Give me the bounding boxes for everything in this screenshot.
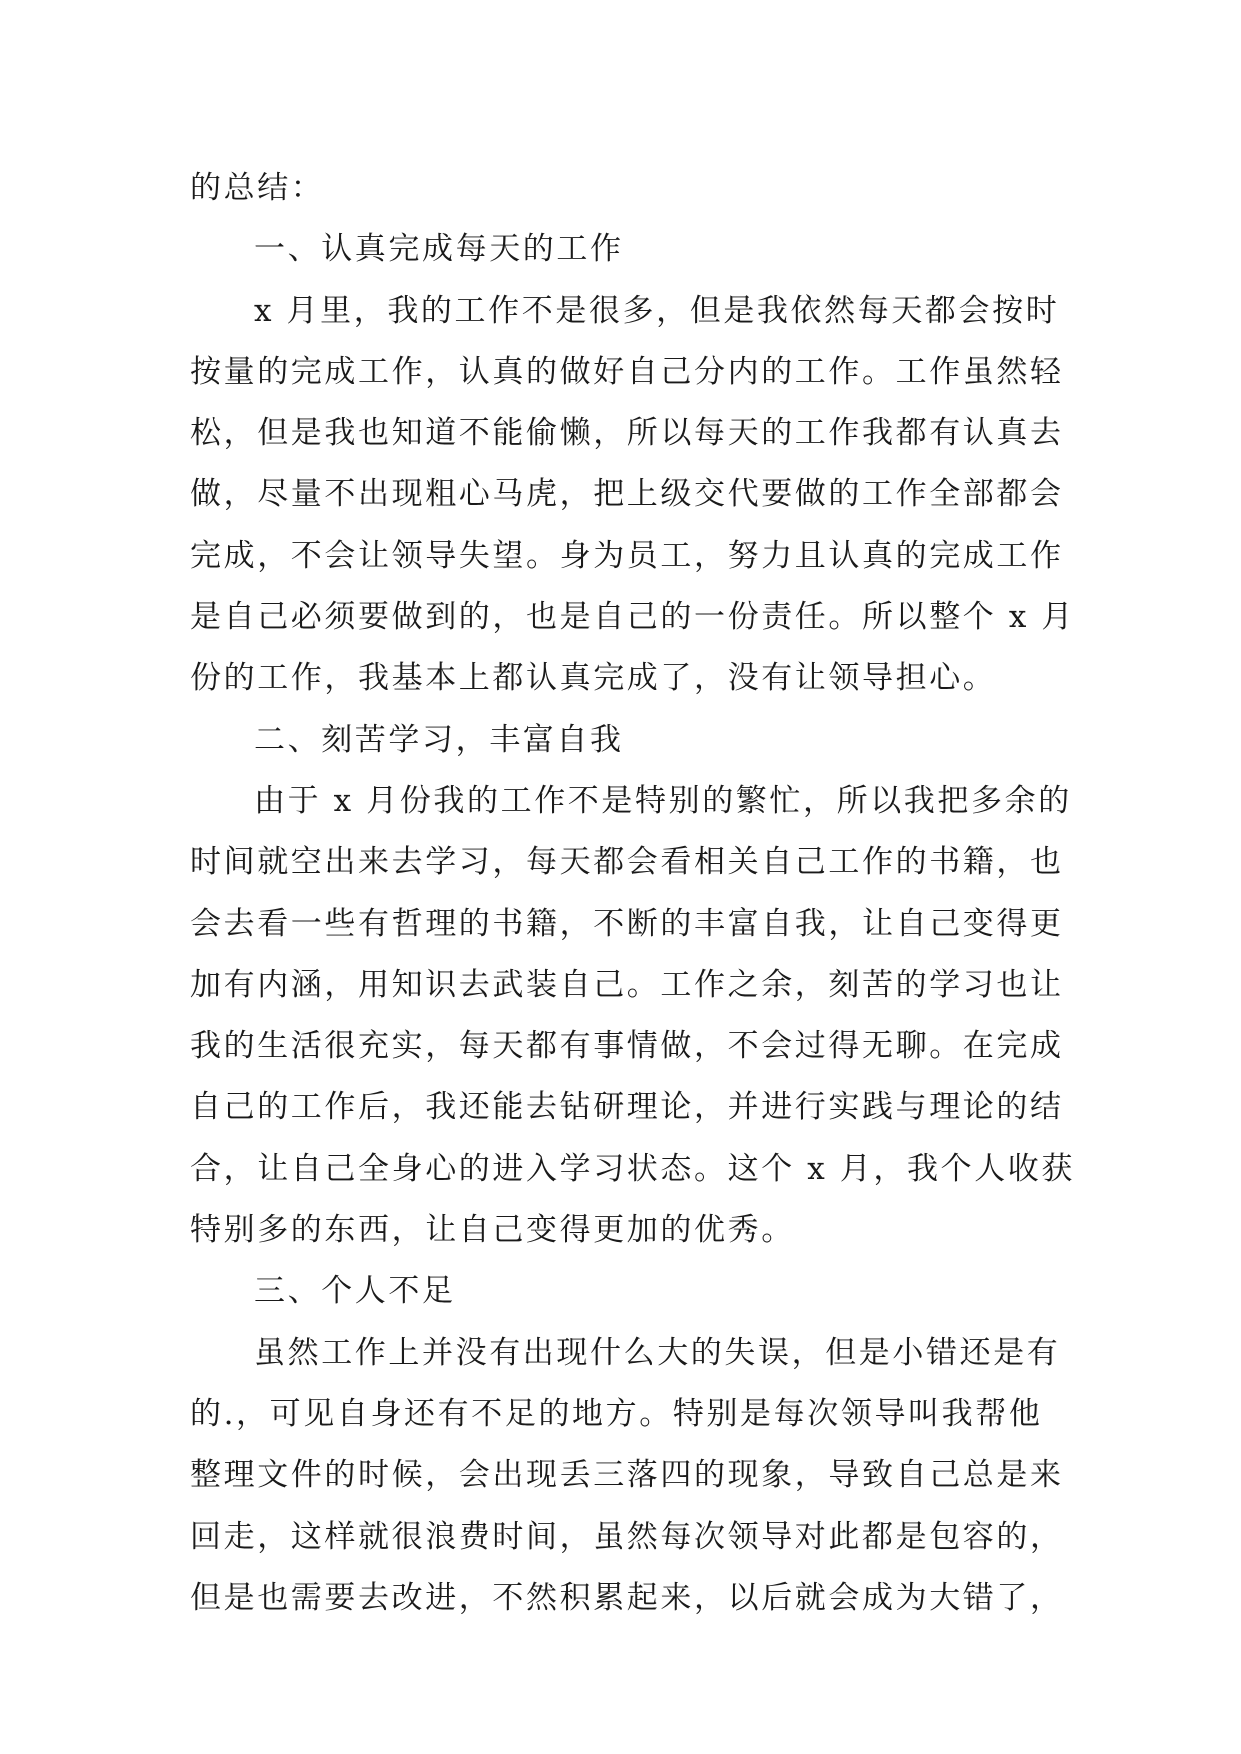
text-line: 的.，可见自身还有不足的地方。特别是每次领导叫我帮他 xyxy=(190,1395,1043,1432)
text-line: 按量的完成工作，认真的做好自己分内的工作。工作虽然轻 xyxy=(190,353,1064,390)
text-line: 合，让自己全身心的进入学习状态。这个 x 月，我个人收获 xyxy=(190,1150,1075,1187)
text-line: 由于 x 月份我的工作不是特别的繁忙，所以我把多余的 xyxy=(254,782,1072,819)
text-line: 完成，不会让领导失望。身为员工，努力且认真的完成工作 xyxy=(190,537,1064,574)
text-line: 时间就空出来去学习，每天都会看相关自己工作的书籍，也 xyxy=(190,844,1064,881)
text-line: 虽然工作上并没有出现什么大的失误，但是小错还是有 xyxy=(254,1334,1061,1371)
section-heading-1: 一、认真完成每天的工作 xyxy=(254,231,624,268)
text-line: 的总结： xyxy=(190,170,325,206)
text-line: 加有内涵，用知识去武装自己。工作之余，刻苦的学习也让 xyxy=(190,966,1064,1003)
text-line: 整理文件的时候，会出现丢三落四的现象，导致自己总是来 xyxy=(190,1457,1064,1494)
text-line: 回走，这样就很浪费时间，虽然每次领导对此都是包容的， xyxy=(190,1518,1064,1555)
text-line: x 月里，我的工作不是很多，但是我依然每天都会按时 xyxy=(254,292,1060,329)
section-heading-3: 三、个人不足 xyxy=(254,1273,456,1310)
text-line: 是自己必须要做到的，也是自己的一份责任。所以整个 x 月 xyxy=(190,599,1075,636)
text-line: 我的生活很充实，每天都有事情做，不会过得无聊。在完成 xyxy=(190,1028,1064,1065)
text-line: 份的工作，我基本上都认真完成了，没有让领导担心。 xyxy=(190,660,997,697)
text-line: 松，但是我也知道不能偷懒，所以每天的工作我都有认真去 xyxy=(190,415,1064,452)
text-line: 但是也需要去改进，不然积累起来，以后就会成为大错了， xyxy=(190,1579,1064,1616)
text-line: 自己的工作后，我还能去钻研理论，并进行实践与理论的结 xyxy=(190,1089,1064,1126)
document-body xyxy=(190,158,1075,1629)
section-heading-2: 二、刻苦学习，丰富自我 xyxy=(254,721,624,758)
text-line: 特别多的东西，让自己变得更加的优秀。 xyxy=(190,1212,795,1249)
text-line: 做，尽量不出现粗心马虎，把上级交代要做的工作全部都会 xyxy=(190,476,1064,513)
text-line: 会去看一些有哲理的书籍，不断的丰富自我，让自己变得更 xyxy=(190,905,1064,942)
